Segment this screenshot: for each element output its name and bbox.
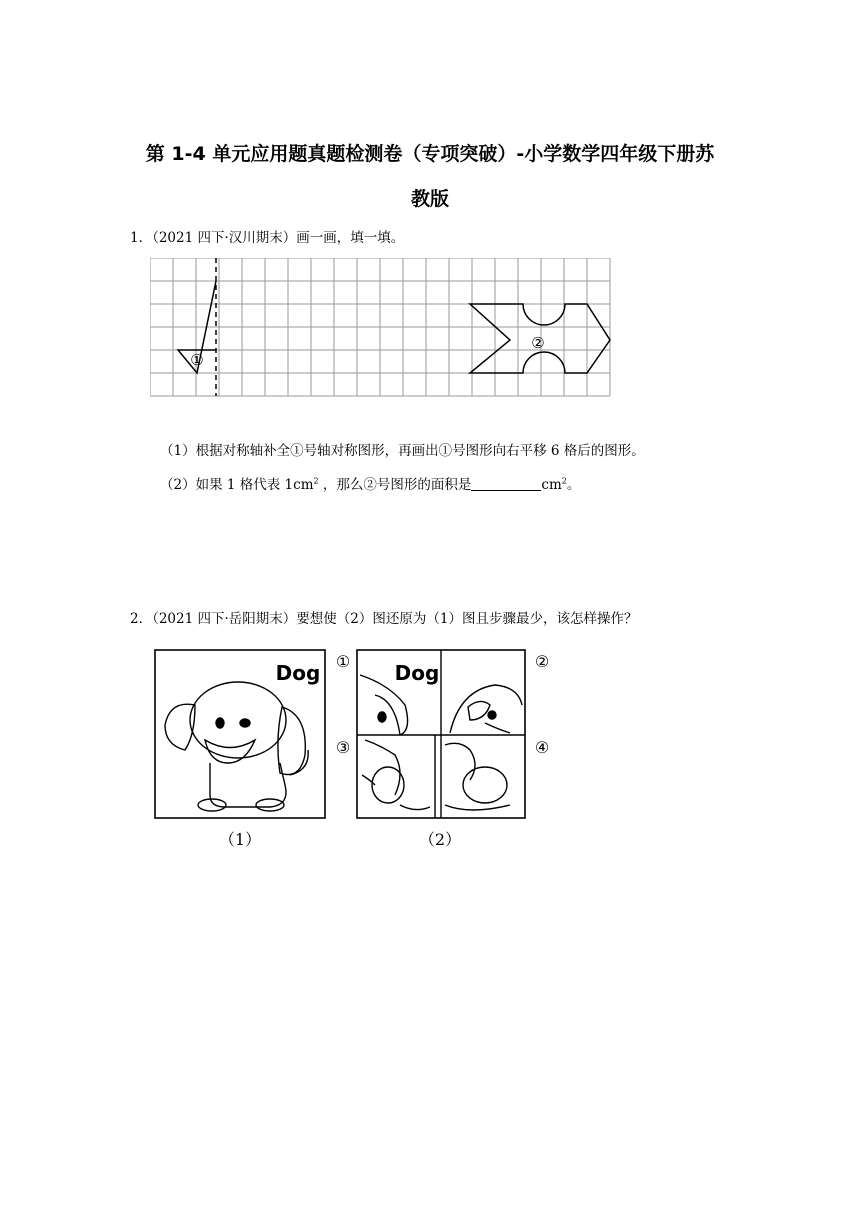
dog-label-1: Dog <box>275 661 321 685</box>
dog-label-2: Dog <box>394 661 440 685</box>
dog-picture-2 <box>357 650 525 818</box>
shape-1-label: ① <box>190 351 204 369</box>
piece-label-3: ③ <box>335 738 351 757</box>
sub2-sup-a: 2 <box>313 476 319 486</box>
sub2-sup-b: 2 <box>561 476 567 486</box>
sub2-text-a: （2）如果 1 格代表 1cm <box>160 477 314 493</box>
question-2-text: 2．（2021 四下·岳阳期末）要想使（2）图还原为（1）图且步骤最少，该怎样操作？ <box>130 611 638 627</box>
sub2-end: 。 <box>566 477 581 493</box>
grid-figure <box>150 258 612 398</box>
dog-puzzle-figure <box>150 645 570 855</box>
answer-blank[interactable] <box>471 476 541 491</box>
caption-1: （1） <box>218 830 262 849</box>
question-1-text: 1．（2021 四下·汉川期末）画一画，填一填。 <box>130 230 405 246</box>
grid-lines <box>150 258 610 396</box>
question-1-sub2 <box>160 473 580 493</box>
sub2-text-b: ，那么②号图形的面积是 <box>322 477 472 493</box>
shape-2-label: ② <box>531 334 545 352</box>
dog-picture-1 <box>155 650 325 818</box>
page-title-line1: 第 1-4 单元应用题真题检测卷（专项突破）-小学数学四年级下册苏 <box>145 143 715 165</box>
piece-label-2: ② <box>534 652 550 671</box>
page-title-line2: 教版 <box>410 188 449 210</box>
question-1-sub1: （1）根据对称轴补全①号轴对称图形，再画出①号图形向右平移 6 格后的图形。 <box>160 443 645 459</box>
caption-2: （2） <box>418 830 462 849</box>
piece-label-4: ④ <box>534 738 550 757</box>
piece-label-1: ① <box>335 652 351 671</box>
sub2-unit: cm <box>541 477 562 493</box>
